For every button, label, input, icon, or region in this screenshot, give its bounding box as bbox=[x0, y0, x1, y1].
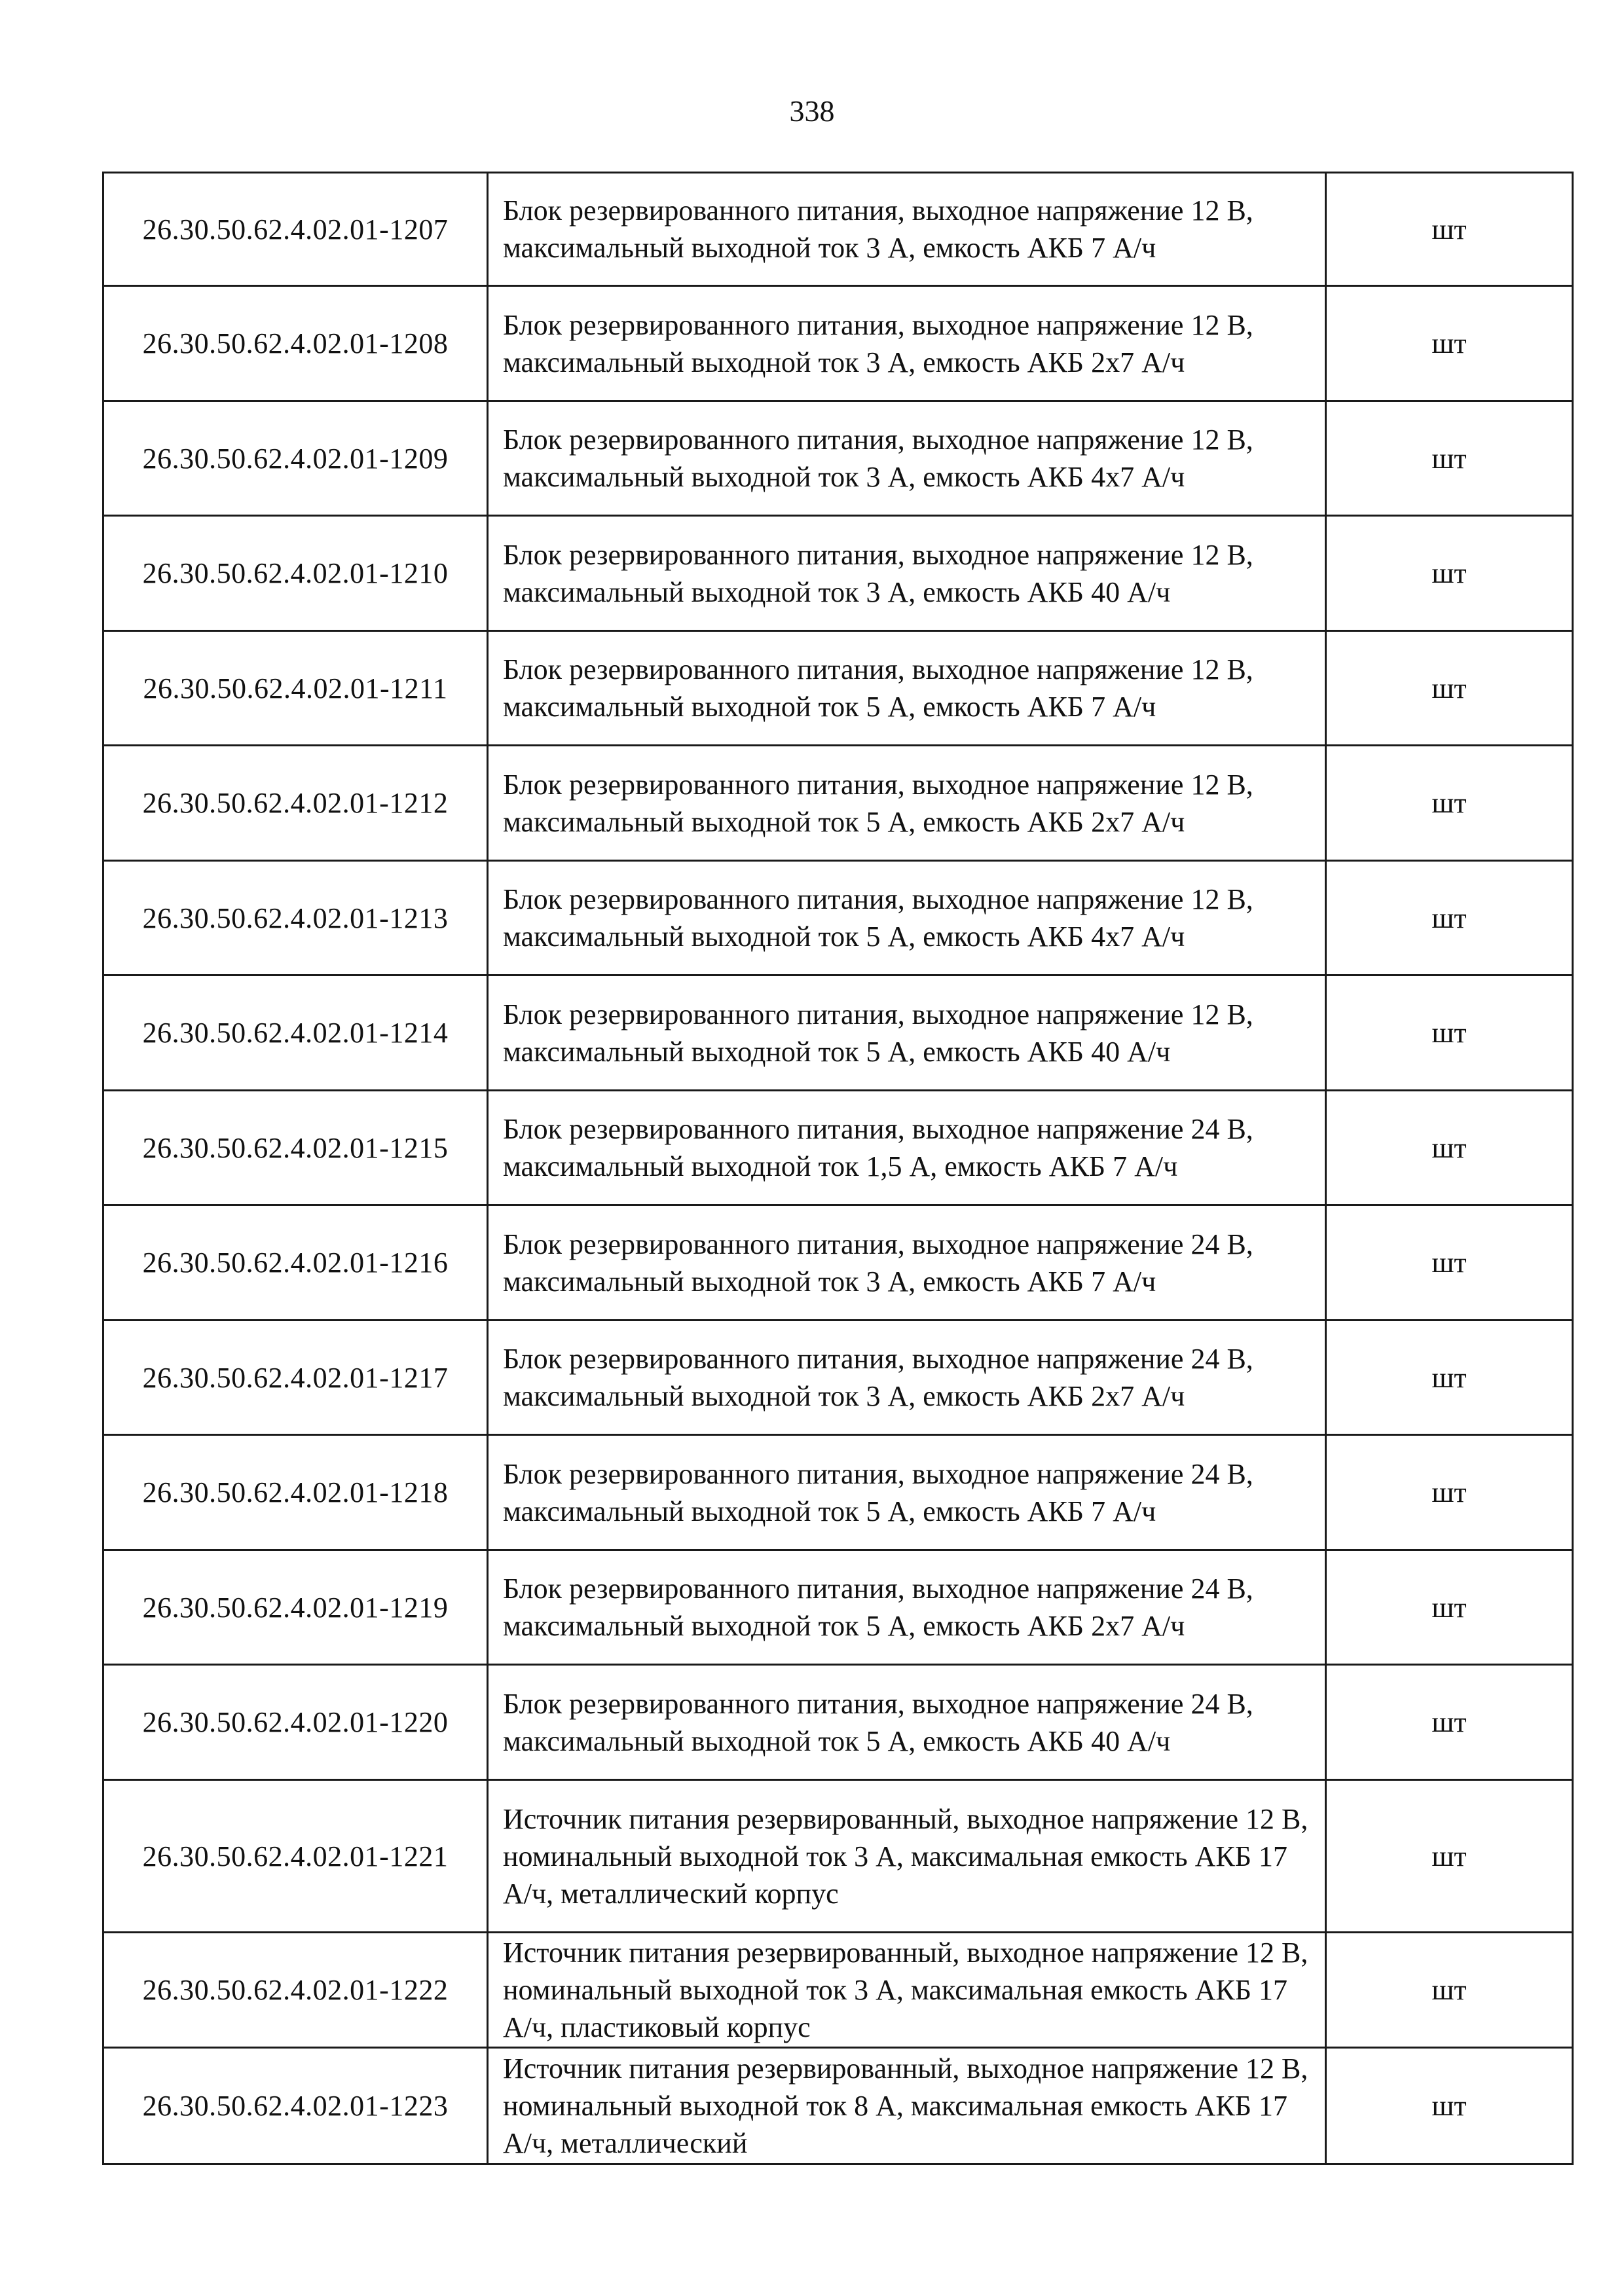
table-body bbox=[103, 173, 1573, 2164]
resource-code: 26.30.50.62.4.02.01-1208 bbox=[103, 286, 488, 401]
unit-of-measure: шт bbox=[1326, 2048, 1573, 2164]
resource-description: Блок резервированного питания, выходное напряжение 12 В, максимальный выходной ток 3 А, емкость АКБ 4х7 А/ч bbox=[488, 401, 1326, 516]
resource-description: Блок резервированного питания, выходное напряжение 12 В, максимальный выходной ток 3 А, емкость АКБ 40 А/ч bbox=[488, 516, 1326, 631]
resource-code: 26.30.50.62.4.02.01-1212 bbox=[103, 746, 488, 861]
resource-description: Блок резервированного питания, выходное напряжение 24 В, максимальный выходной ток 3 А, емкость АКБ 2х7 А/ч bbox=[488, 1321, 1326, 1435]
unit-of-measure: шт bbox=[1326, 1435, 1573, 1550]
resource-description: Блок резервированного питания, выходное напряжение 24 В, максимальный выходной ток 3 А, емкость АКБ 7 А/ч bbox=[488, 1205, 1326, 1321]
table-row bbox=[103, 1205, 1573, 1321]
resource-description: Блок резервированного питания, выходное напряжение 12 В, максимальный выходной ток 3 А, емкость АКБ 7 А/ч bbox=[488, 173, 1326, 286]
resource-code: 26.30.50.62.4.02.01-1207 bbox=[103, 173, 488, 286]
resource-code: 26.30.50.62.4.02.01-1210 bbox=[103, 516, 488, 631]
resource-description: Блок резервированного питания, выходное напряжение 12 В, максимальный выходной ток 5 А, емкость АКБ 7 А/ч bbox=[488, 631, 1326, 746]
resource-description: Блок резервированного питания, выходное напряжение 12 В, максимальный выходной ток 5 А, емкость АКБ 40 А/ч bbox=[488, 975, 1326, 1091]
resource-code: 26.30.50.62.4.02.01-1222 bbox=[103, 1933, 488, 2048]
table-row bbox=[103, 1321, 1573, 1435]
table-row bbox=[103, 861, 1573, 975]
resource-description: Источник питания резервированный, выходное напряжение 12 В, номинальный выходной ток 3 А, максимальная емкость АКБ 17 А/ч, металлический корпус bbox=[488, 1780, 1326, 1933]
unit-of-measure: шт bbox=[1326, 1780, 1573, 1933]
unit-of-measure: шт bbox=[1326, 173, 1573, 286]
resource-code: 26.30.50.62.4.02.01-1223 bbox=[103, 2048, 488, 2164]
resource-code: 26.30.50.62.4.02.01-1218 bbox=[103, 1435, 488, 1550]
table-row bbox=[103, 631, 1573, 746]
resource-code: 26.30.50.62.4.02.01-1217 bbox=[103, 1321, 488, 1435]
table-row bbox=[103, 1780, 1573, 1933]
resource-description: Блок резервированного питания, выходное напряжение 12 В, максимальный выходной ток 3 А, емкость АКБ 2х7 А/ч bbox=[488, 286, 1326, 401]
unit-of-measure: шт bbox=[1326, 1091, 1573, 1205]
table-row bbox=[103, 975, 1573, 1091]
table-row bbox=[103, 2048, 1573, 2164]
resource-code: 26.30.50.62.4.02.01-1214 bbox=[103, 975, 488, 1091]
resource-code: 26.30.50.62.4.02.01-1211 bbox=[103, 631, 488, 746]
page-number: 338 bbox=[789, 94, 835, 128]
resource-code: 26.30.50.62.4.02.01-1216 bbox=[103, 1205, 488, 1321]
unit-of-measure: шт bbox=[1326, 631, 1573, 746]
unit-of-measure: шт bbox=[1326, 516, 1573, 631]
table-row bbox=[103, 173, 1573, 286]
resources-table bbox=[102, 172, 1574, 2165]
table-row bbox=[103, 401, 1573, 516]
unit-of-measure: шт bbox=[1326, 1933, 1573, 2048]
resource-code: 26.30.50.62.4.02.01-1221 bbox=[103, 1780, 488, 1933]
unit-of-measure: шт bbox=[1326, 1321, 1573, 1435]
unit-of-measure: шт bbox=[1326, 1665, 1573, 1780]
table-row bbox=[103, 1435, 1573, 1550]
unit-of-measure: шт bbox=[1326, 975, 1573, 1091]
unit-of-measure: шт bbox=[1326, 746, 1573, 861]
unit-of-measure: шт bbox=[1326, 1205, 1573, 1321]
resource-code: 26.30.50.62.4.02.01-1215 bbox=[103, 1091, 488, 1205]
resource-code: 26.30.50.62.4.02.01-1219 bbox=[103, 1550, 488, 1665]
resource-description: Блок резервированного питания, выходное напряжение 24 В, максимальный выходной ток 5 А, емкость АКБ 2х7 А/ч bbox=[488, 1550, 1326, 1665]
unit-of-measure: шт bbox=[1326, 861, 1573, 975]
resource-description: Блок резервированного питания, выходное напряжение 12 В, максимальный выходной ток 5 А, емкость АКБ 4х7 А/ч bbox=[488, 861, 1326, 975]
resource-code: 26.30.50.62.4.02.01-1213 bbox=[103, 861, 488, 975]
table-row bbox=[103, 516, 1573, 631]
table-row bbox=[103, 1665, 1573, 1780]
resource-description: Блок резервированного питания, выходное напряжение 24 В, максимальный выходной ток 5 А, емкость АКБ 40 А/ч bbox=[488, 1665, 1326, 1780]
unit-of-measure: шт bbox=[1326, 286, 1573, 401]
table-row bbox=[103, 286, 1573, 401]
table-row bbox=[103, 1091, 1573, 1205]
unit-of-measure: шт bbox=[1326, 1550, 1573, 1665]
resource-description: Источник питания резервированный, выходное напряжение 12 В, номинальный выходной ток 8 А, максимальная емкость АКБ 17 А/ч, металлический bbox=[488, 2048, 1326, 2164]
resource-code: 26.30.50.62.4.02.01-1209 bbox=[103, 401, 488, 516]
unit-of-measure: шт bbox=[1326, 401, 1573, 516]
resource-description: Блок резервированного питания, выходное напряжение 12 В, максимальный выходной ток 5 А, емкость АКБ 2х7 А/ч bbox=[488, 746, 1326, 861]
resource-description: Блок резервированного питания, выходное напряжение 24 В, максимальный выходной ток 1,5 А, емкость АКБ 7 А/ч bbox=[488, 1091, 1326, 1205]
resource-description: Источник питания резервированный, выходное напряжение 12 В, номинальный выходной ток 3 А, максимальная емкость АКБ 17 А/ч, пластиковый корпус bbox=[488, 1933, 1326, 2048]
resource-description: Блок резервированного питания, выходное напряжение 24 В, максимальный выходной ток 5 А, емкость АКБ 7 А/ч bbox=[488, 1435, 1326, 1550]
table-row bbox=[103, 1550, 1573, 1665]
table-row bbox=[103, 1933, 1573, 2048]
resource-code: 26.30.50.62.4.02.01-1220 bbox=[103, 1665, 488, 1780]
table-row bbox=[103, 746, 1573, 861]
